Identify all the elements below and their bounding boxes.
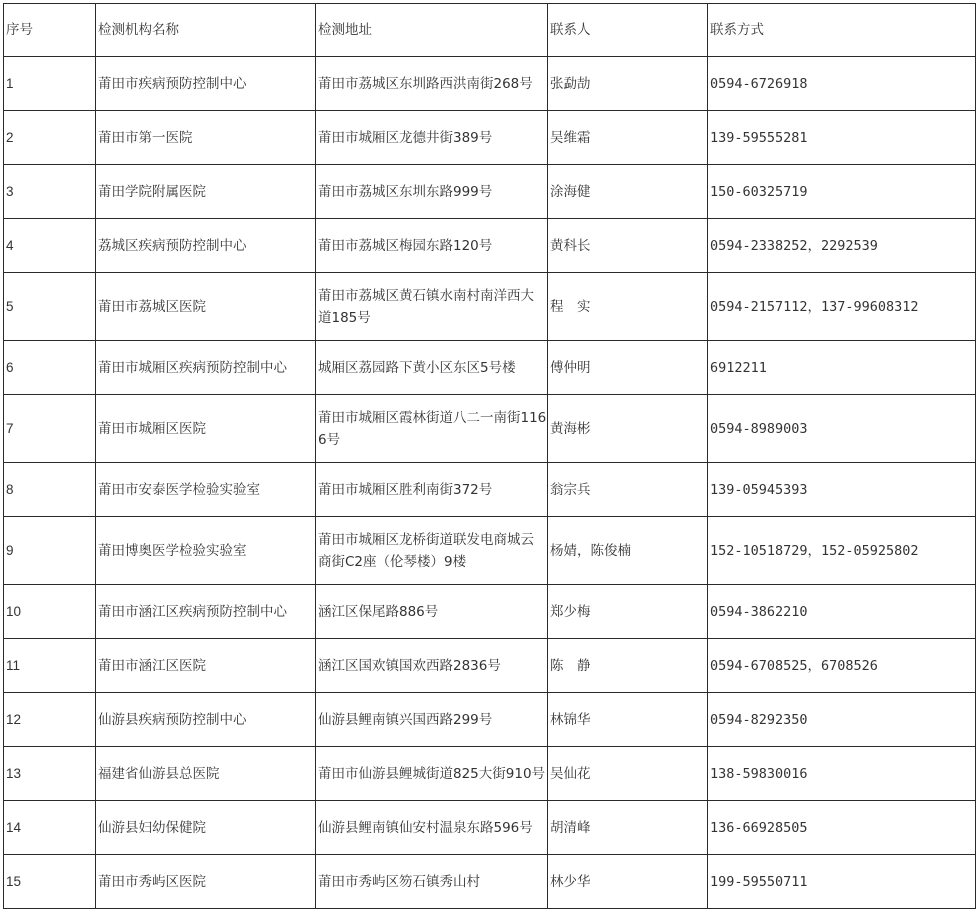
cell-phone: 0594-8989003 bbox=[708, 395, 976, 463]
cell-name: 莆田学院附属医院 bbox=[96, 165, 316, 219]
cell-name: 莆田市安泰医学检验实验室 bbox=[96, 463, 316, 517]
cell-seq: 12 bbox=[4, 693, 96, 747]
cell-seq: 10 bbox=[4, 585, 96, 639]
cell-phone: 0594-6708525，6708526 bbox=[708, 639, 976, 693]
cell-name: 莆田市荔城区医院 bbox=[96, 273, 316, 341]
cell-contact: 吴维霜 bbox=[548, 111, 708, 165]
cell-address: 莆田市城厢区龙德井街389号 bbox=[316, 111, 548, 165]
cell-address: 仙游县鲤南镇兴国西路299号 bbox=[316, 693, 548, 747]
cell-phone: 150-60325719 bbox=[708, 165, 976, 219]
cell-address: 莆田市城厢区龙桥街道联发电商城云商街C2座（伦琴楼）9楼 bbox=[316, 517, 548, 585]
cell-seq: 15 bbox=[4, 855, 96, 909]
cell-seq: 5 bbox=[4, 273, 96, 341]
cell-address: 莆田市荔城区东圳路西洪南街268号 bbox=[316, 57, 548, 111]
cell-contact: 翁宗兵 bbox=[548, 463, 708, 517]
cell-name: 福建省仙游县总医院 bbox=[96, 747, 316, 801]
cell-name: 莆田市涵江区医院 bbox=[96, 639, 316, 693]
table-row bbox=[4, 463, 976, 517]
table-row bbox=[4, 111, 976, 165]
cell-phone: 0594-3862210 bbox=[708, 585, 976, 639]
table-row bbox=[4, 395, 976, 463]
cell-phone: 139-59555281 bbox=[708, 111, 976, 165]
header-address: 检测地址 bbox=[316, 4, 548, 57]
cell-name: 莆田市疾病预防控制中心 bbox=[96, 57, 316, 111]
cell-address: 莆田市仙游县鲤城街道825大街910号 bbox=[316, 747, 548, 801]
table-row bbox=[4, 747, 976, 801]
cell-phone: 138-59830016 bbox=[708, 747, 976, 801]
cell-contact: 陈 静 bbox=[548, 639, 708, 693]
table-row bbox=[4, 585, 976, 639]
cell-phone: 0594-6726918 bbox=[708, 57, 976, 111]
cell-seq: 9 bbox=[4, 517, 96, 585]
cell-address: 莆田市城厢区胜利南街372号 bbox=[316, 463, 548, 517]
table-row bbox=[4, 57, 976, 111]
table-row bbox=[4, 639, 976, 693]
cell-seq: 4 bbox=[4, 219, 96, 273]
cell-phone: 199-59550711 bbox=[708, 855, 976, 909]
cell-name: 莆田市秀屿区医院 bbox=[96, 855, 316, 909]
header-phone: 联系方式 bbox=[708, 4, 976, 57]
cell-contact: 黄科长 bbox=[548, 219, 708, 273]
cell-contact: 胡清峰 bbox=[548, 801, 708, 855]
header-contact: 联系人 bbox=[548, 4, 708, 57]
cell-contact: 吴仙花 bbox=[548, 747, 708, 801]
cell-address: 莆田市秀屿区笏石镇秀山村 bbox=[316, 855, 548, 909]
cell-phone: 139-05945393 bbox=[708, 463, 976, 517]
testing-institutions-table bbox=[3, 3, 976, 909]
cell-address: 涵江区保尾路886号 bbox=[316, 585, 548, 639]
cell-address: 仙游县鲤南镇仙安村温泉东路596号 bbox=[316, 801, 548, 855]
cell-phone: 0594-8292350 bbox=[708, 693, 976, 747]
cell-phone: 0594-2157112，137-99608312 bbox=[708, 273, 976, 341]
header-name: 检测机构名称 bbox=[96, 4, 316, 57]
header-seq: 序号 bbox=[4, 4, 96, 57]
cell-contact: 郑少梅 bbox=[548, 585, 708, 639]
cell-address: 涵江区国欢镇国欢西路2836号 bbox=[316, 639, 548, 693]
cell-seq: 1 bbox=[4, 57, 96, 111]
cell-seq: 2 bbox=[4, 111, 96, 165]
cell-seq: 7 bbox=[4, 395, 96, 463]
cell-seq: 3 bbox=[4, 165, 96, 219]
cell-contact: 程 实 bbox=[548, 273, 708, 341]
cell-address: 莆田市荔城区东圳东路999号 bbox=[316, 165, 548, 219]
table-row bbox=[4, 693, 976, 747]
cell-address: 莆田市荔城区黄石镇水南村南洋西大道185号 bbox=[316, 273, 548, 341]
cell-contact: 张勐劼 bbox=[548, 57, 708, 111]
cell-name: 莆田市第一医院 bbox=[96, 111, 316, 165]
cell-address: 莆田市荔城区梅园东路120号 bbox=[316, 219, 548, 273]
cell-name: 莆田市城厢区疾病预防控制中心 bbox=[96, 341, 316, 395]
table-row bbox=[4, 341, 976, 395]
cell-seq: 14 bbox=[4, 801, 96, 855]
cell-phone: 0594-2338252，2292539 bbox=[708, 219, 976, 273]
cell-seq: 8 bbox=[4, 463, 96, 517]
cell-name: 仙游县疾病预防控制中心 bbox=[96, 693, 316, 747]
cell-phone: 136-66928505 bbox=[708, 801, 976, 855]
table-row bbox=[4, 165, 976, 219]
cell-name: 仙游县妇幼保健院 bbox=[96, 801, 316, 855]
table-row bbox=[4, 517, 976, 585]
header-row bbox=[4, 4, 976, 57]
cell-contact: 涂海健 bbox=[548, 165, 708, 219]
table-row bbox=[4, 219, 976, 273]
cell-name: 莆田市城厢区医院 bbox=[96, 395, 316, 463]
cell-name: 荔城区疾病预防控制中心 bbox=[96, 219, 316, 273]
table-row bbox=[4, 801, 976, 855]
cell-contact: 黄海彬 bbox=[548, 395, 708, 463]
cell-seq: 6 bbox=[4, 341, 96, 395]
table-row bbox=[4, 855, 976, 909]
cell-contact: 傅仲明 bbox=[548, 341, 708, 395]
cell-seq: 13 bbox=[4, 747, 96, 801]
cell-contact: 杨婧，陈俊楠 bbox=[548, 517, 708, 585]
cell-name: 莆田市涵江区疾病预防控制中心 bbox=[96, 585, 316, 639]
cell-name: 莆田博奥医学检验实验室 bbox=[96, 517, 316, 585]
cell-phone: 6912211 bbox=[708, 341, 976, 395]
cell-contact: 林锦华 bbox=[548, 693, 708, 747]
cell-address: 城厢区荔园路下黄小区东区5号楼 bbox=[316, 341, 548, 395]
cell-contact: 林少华 bbox=[548, 855, 708, 909]
cell-seq: 11 bbox=[4, 639, 96, 693]
table-row bbox=[4, 273, 976, 341]
cell-phone: 152-10518729，152-05925802 bbox=[708, 517, 976, 585]
cell-address: 莆田市城厢区霞林街道八二一南街1166号 bbox=[316, 395, 548, 463]
